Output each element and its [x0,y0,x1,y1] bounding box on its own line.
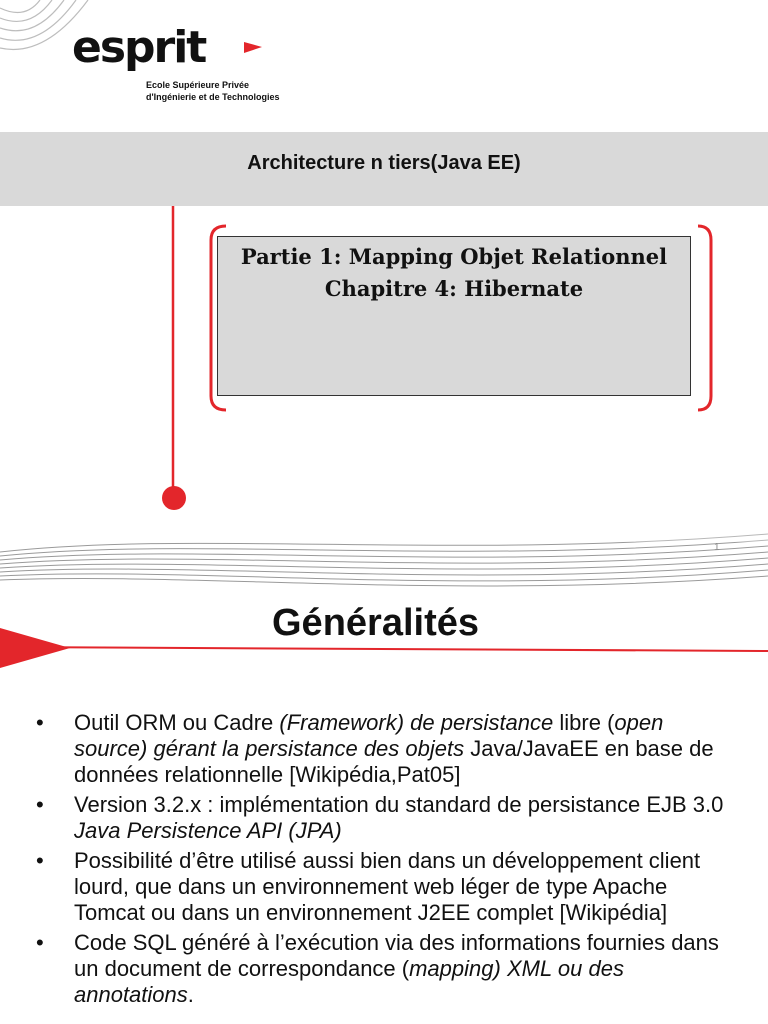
bullet-marker: • [36,710,44,735]
list-item [36,930,736,1008]
chapter-title: Chapitre 4: Hibernate [324,276,584,301]
bullet-marker: • [36,930,44,955]
slide2-red-arrow [0,628,70,668]
bullet-text: Code SQL généré à l’exécution via des informations fournies dans un document de correspondance ( [74,930,719,981]
slide2-red-line [0,647,768,651]
bullet-text: Possibilité d’être utilisé aussi bien dans un développement client lourd, que dans un environnement web léger de type Apache Tomcat ou dans un environnement J2EE complet [Wikipédia] [74,848,701,925]
red-connector [0,172,173,496]
list-item [36,710,736,788]
page-number: 1 [714,542,720,553]
part-title: Partie 1: Mapping Objet Relationnel [240,244,668,269]
bullet-text: . [187,982,194,1007]
right-bracket [698,226,711,410]
bullet-marker: • [36,792,44,817]
logo: esprit [72,22,206,73]
bullet-italic: (Framework) de persistance [279,710,554,735]
bullet-italic: Java Persistence API (JPA) [74,818,342,843]
list-item [36,848,736,926]
bullet-text: Outil ORM ou Cadre [74,710,280,735]
list-item [36,792,736,844]
course-title: Architecture n tiers(Java EE) [247,152,521,174]
logo-subtitle-2: d'Ingénierie et de Technologies [146,92,280,102]
bullet-list [36,710,736,1012]
bullet-text: libre ( [553,710,615,735]
bullet-text: Java/JavaEE en base de données relationnelle [Wikipédia,Pat05] [74,736,714,787]
red-dot [162,486,186,510]
bullet-marker: • [36,848,44,873]
bullet-italic: open source) gérant la persistance des objets [74,710,664,761]
bullet-italic: mapping) XML ou des annotations [74,956,624,1007]
bullet-text: Version 3.2.x : implémentation du standard de persistance EJB 3.0 [74,792,724,817]
slide2-title: Généralités [272,602,479,644]
logo-subtitle-1: Ecole Supérieure Privée [146,80,250,90]
logo-flag [244,42,262,53]
